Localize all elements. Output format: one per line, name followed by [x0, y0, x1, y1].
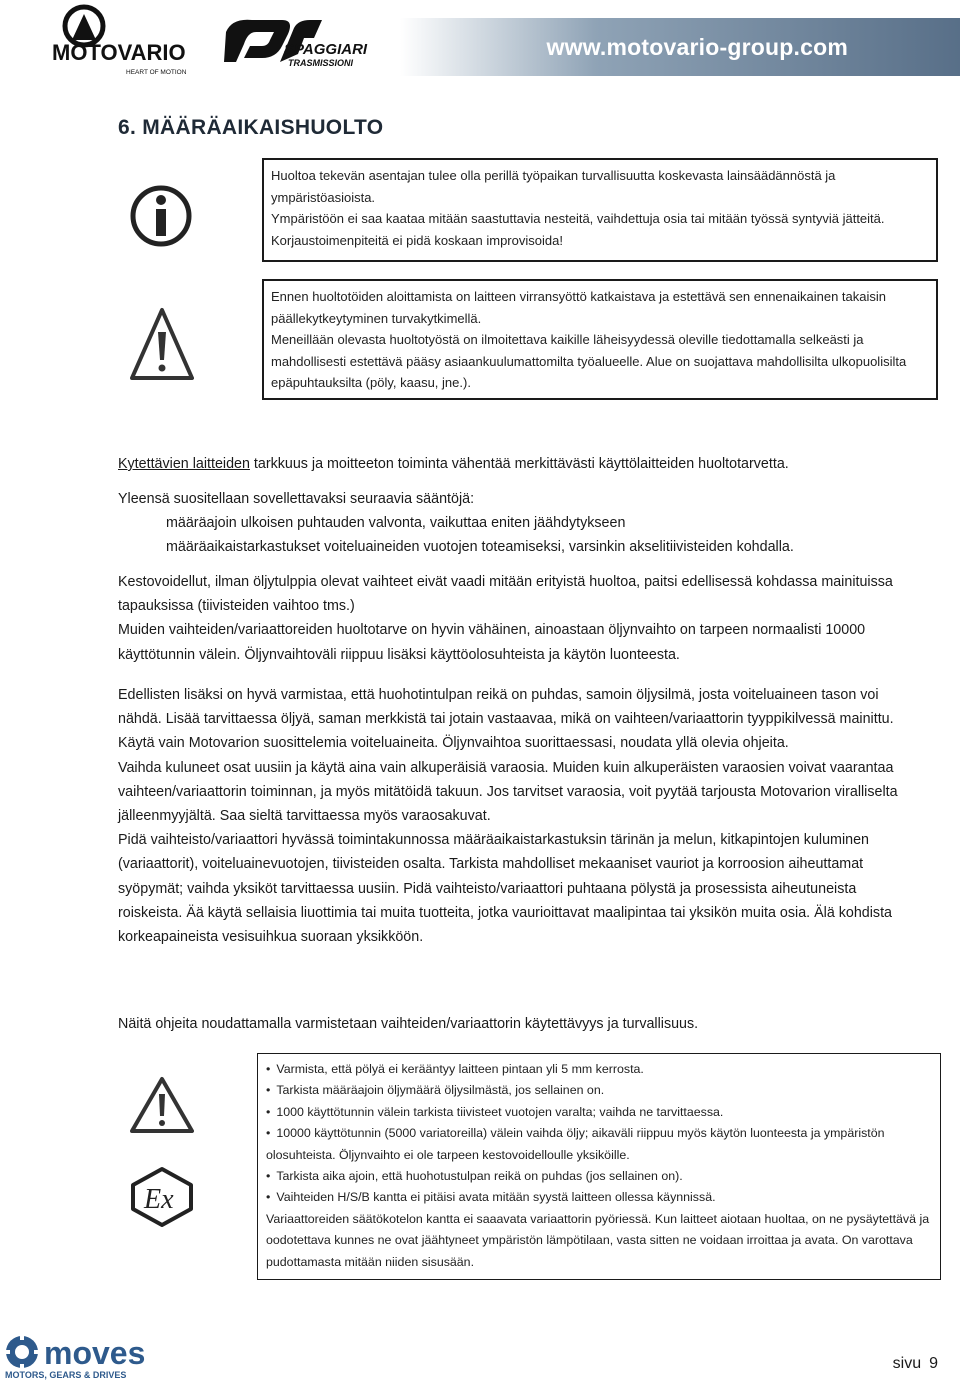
svg-text:HEART OF MOTION: HEART OF MOTION — [126, 69, 187, 76]
warning-triangle-icon — [130, 306, 194, 387]
header-url[interactable]: www.motovario-group.com — [546, 34, 848, 60]
svg-text:Ex: Ex — [144, 1184, 174, 1215]
svg-text:SPAGGIARI: SPAGGIARI — [284, 41, 368, 58]
list-item: • Varmista, että pölyä ei kerääntyy laitteen pintaan yli 5 mm kerrosta. — [266, 1059, 932, 1080]
section-title: 6. MÄÄRÄAIKAISHUOLTO — [118, 116, 384, 139]
warning-line-1: Ennen huoltotöiden aloittamista on laitteen virransyöttö katkaistava ja estettävä sen ennenaikainen takaisin päällekytkeytyminen turvakytkimellä. — [271, 289, 886, 326]
svg-text:MOTOVARIO: MOTOVARIO — [52, 40, 186, 65]
moves-logo — [0, 1328, 170, 1382]
rule-item: määräajoin ulkoisen puhtauden valvonta, vaikuttaa eniten jäähdytykseen — [166, 515, 626, 532]
atex-maintenance-box — [257, 1053, 941, 1280]
svg-text:MOTORS, GEARS & DRIVES: MOTORS, GEARS & DRIVES — [5, 1370, 127, 1380]
paragraph-block-1 — [118, 570, 918, 667]
list-item: • Vaihteiden H/S/B kantta ei pitäisi avata mitään syystä laitteen ollessa käynnissä. — [266, 1187, 932, 1208]
rules-lead: Yleensä suositellaan sovellettavaksi seuraavia sääntöjä: — [118, 491, 475, 507]
info-icon — [130, 176, 192, 261]
atex-ex-icon — [130, 1166, 194, 1233]
paragraph: Pidä vaihteisto/variaattori hyvässä toimintakunnossa määräaikaistarkastuksin tärinän ja melun, kitkapintojen kuluminen (variaattorit), voiteluainevuotojen, tiivisteiden osalta. Tarkista mahdolliset mekaaniset vauriot ja korroosion aiheuttamat syöpymät; vaihda yksiköt tarvittaessa uusiin. Pidä vaihteisto/variaattori puhtaana pölystä ja prosessista aiheutuneista roiskeista. Ää käytä sellaisia liuottimia tai muita tuotteita, jotka vaurioittavat maalipintaa tai yksikön muita osia. Älä kohdista korkeapaineista vesisuihkua suoraan yksikköön. — [118, 832, 892, 946]
paragraph: Kestovoidellut, ilman öljytulppia olevat vaihteet eivät vaadi mitään erityistä huoltoa, paitsi edellisessä kohdassa mainituissa tapauksissa (tiivisteiden vaihtoo tms.) — [118, 574, 893, 615]
paragraph: Vaihda kuluneet osat uusiin ja käytä aina vain alkuperäisiä varaosia. Muiden kuin alkuperäisten varaosien voivat vaarantaa vaihteen/variaattorin toiminnan, ja myös mitätöidä takuun. Jos tarvitset varaosia, voit pyytää tarjousta Motovarion viralliselta jälleenmyyjältä. Saa sieltä tarvittaessa myös varaosakuvat. — [118, 759, 898, 825]
list-item: • Tarkista aika ajoin, että huohotustulpan reikä on puhdas (jos sellainen on). — [266, 1166, 932, 1187]
info-line-2: Ympäristöön ei saa kaataa mitään saastuttavia nesteitä, vaihdettuja osia tai mitään työssä syntyviä jätteitä. — [271, 211, 885, 226]
svg-text:TRASMISSIONI: TRASMISSIONI — [288, 58, 354, 68]
bullet-list — [266, 1059, 932, 1209]
page-number-value: 9 — [929, 1355, 938, 1372]
warning-notice-box — [262, 279, 938, 400]
list-item: • 1000 käyttötunnin välein tarkista tiivisteet vuotojen varalta; vaihda ne tarvittaessa. — [266, 1102, 932, 1123]
spaggiari-logo — [222, 14, 382, 70]
page-header — [0, 0, 960, 78]
paragraph: Muiden vaihteiden/variaattoreiden huoltotarve on hyvin vähäinen, ainoastaan öljynvaihto on tarpeen normaalisti 10000 käyttötunnin välein. Öljynvaihtoväli riippuu lisäksi käyttöolosuhteista ja käytön luonteesta. — [118, 622, 866, 663]
info-line-1: Huoltoa tekevän asentajan tulee olla perillä työpaikan turvallisuutta koskevasta lainsäädännöstä ja ympäristöasioista. — [271, 168, 836, 205]
paragraph: Edellisten lisäksi on hyvä varmistaa, että huohotintulpan reikä on puhdas, samoin öljysilmä, josta voiteluaineen tason voi nähdä. Lisää tarvittaessa öljyä, saman merkkistä tai jotain vastaavaa, mikä on vaihteen/variaattorin tyyppikilvessä mainittu. Käytä vain Motovarion suosittelemia voiteluaineita. Öljynvaihtoa suorittaessasi, noudata yllä olevia ohjeita. — [118, 687, 894, 752]
variator-note: Variaattoreiden säätökotelon kantta ei saaavata variaattorin pyöriessä. Kun laitteet aiotaan huoltaa, on ne pysäytettävä ja oodotettava kunnes ne ovat jäähtyneet ympäristön lämpötilaan, vasta sitten ne voidaan irroittaa ja avata. On varottava pudottamasta mitään niiden sisusään. — [266, 1211, 930, 1269]
closing-text: Näitä ohjeita noudattamalla varmistetaan vaihteiden/variaattorin käytettävyys ja turvallisuus. — [118, 1016, 699, 1032]
intro-text: tarkkuus ja moitteeton toiminta vähentää merkittävästi käyttölaitteiden huoltotarvetta. — [249, 456, 789, 472]
svg-text:moves: moves — [44, 1335, 146, 1371]
motovario-logo — [50, 4, 210, 76]
info-line-3: Korjaustoimenpiteitä ei pidä koskaan improvisoida! — [271, 232, 563, 248]
list-item: • Tarkista määräajoin öljymäärä öljysilmästä, jos sellainen on. — [266, 1080, 932, 1101]
warning-triangle-icon — [130, 1076, 194, 1139]
page-label: sivu — [892, 1355, 922, 1372]
closing-paragraph — [118, 1012, 918, 1036]
rules-section — [118, 487, 918, 560]
list-item: • 10000 käyttötunnin (5000 variatoreilla) välein vaihda öljy; aikaväli riippuu myös käytön luonteesta ja ympäristön olosuhteista. Öljynvaihto ei ole tarpeen kestovoidelloulle yksiköille. — [266, 1123, 932, 1166]
info-notice-box — [262, 158, 938, 262]
rule-item: määräaikaistarkastukset voiteluaineiden vuotojen toteamiseksi, varsinkin akselitiivisteiden kohdalla. — [166, 539, 794, 556]
page-number — [893, 1355, 938, 1373]
paragraph-block-2 — [118, 683, 918, 949]
warning-line-2: Meneillään olevasta huoltotyöstä on ilmoitettava kaikille läheisyydessä oleville tiedottamalla selkeästi ja mahdollisesti estettävä pääsy asiaankuulumattomilta työalueelle. Alue on suojattava mahdollisilta ulkopuolisilta epäpuhtauksilta (pöly, kaasu, jne.). — [271, 332, 907, 390]
intro-paragraph — [118, 452, 918, 476]
intro-underlined: Kytettävien laitteiden — [118, 456, 250, 472]
